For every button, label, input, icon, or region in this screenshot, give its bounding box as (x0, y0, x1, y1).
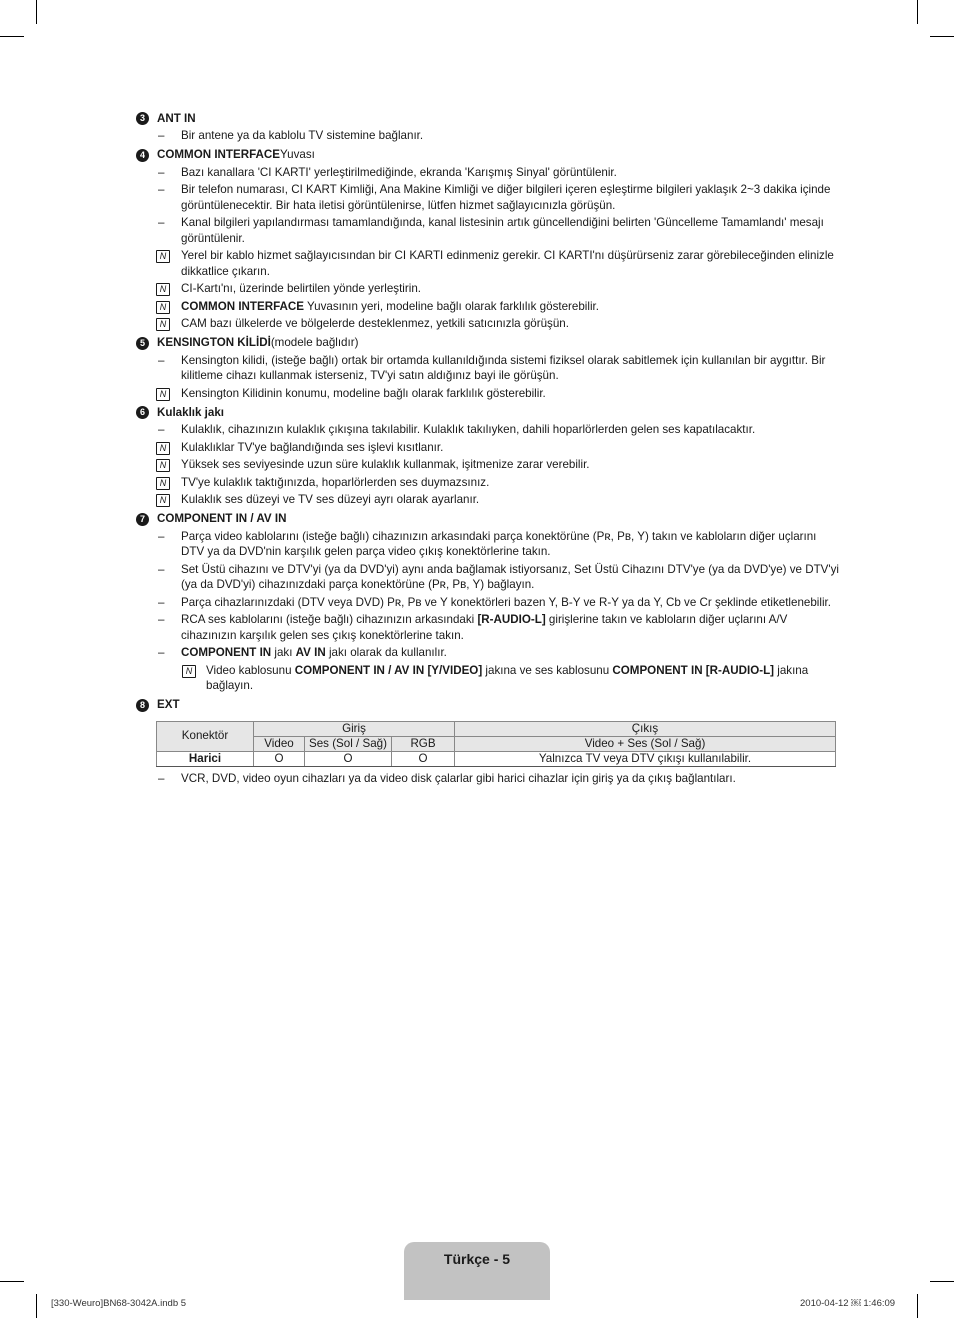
note-item (136, 492, 842, 508)
text: CAM bazı ülkelerde ve bölgelerde desteklenmez, yetkili satıcınızla görüşün. (181, 317, 569, 330)
section-number-icon: 7 (136, 513, 149, 526)
text: girişlerine takın ve kabloların diğer uçlarını A/V cihazınızın karşılık gelen ses çıkış konektörlerine takın. (181, 613, 788, 642)
text: Yuvasının yeri, modeline bağlı olarak farklılık gösterebilir. (304, 299, 599, 313)
dash-marker: – (158, 646, 165, 659)
list-item (136, 353, 842, 384)
text: Kulaklık, cihazınızın kulaklık çıkışına takılabilir. Kulaklık takılıyken, dahili hoparlörlerden gelen ses kapatılacaktır. (181, 423, 756, 436)
crop-mark (930, 36, 954, 37)
text: Kulaklık ses düzeyi ve TV ses düzeyi ayrı olarak ayarlanır. (181, 493, 480, 506)
dash-marker: – (158, 183, 165, 196)
dash-marker: – (158, 129, 165, 142)
cell-output: Yalnızca TV veya DTV çıkışı kullanılabilir. (455, 751, 836, 766)
text: Set Üstü cihazını ve DTV'yi (ya da DVD'yi) aynı anda bağlamak istiyorsanız, Set Üstü Cihazını DTV'ye (ya da DVD'ye) ve DTV'yi (ya da DVD'yi) cihazınızdaki parça konektörüne (Pʀ, Pʙ, Y) bağlayın. (181, 562, 839, 591)
header-ses: Ses (Sol / Sağ) (305, 736, 392, 751)
section (136, 147, 842, 332)
note-item (136, 440, 842, 456)
cell-video: O (254, 751, 305, 766)
crop-mark (36, 0, 37, 24)
note-item (136, 386, 842, 402)
section-number-icon: 3 (136, 112, 149, 125)
list-item (136, 529, 842, 560)
section-title: COMMON INTERFACE (157, 148, 281, 162)
note-icon: N (156, 459, 170, 472)
list-item (136, 562, 842, 593)
print-slug-date: 2010-04-12 ￼ 1:46:09 (800, 1298, 896, 1309)
header-video: Video (254, 736, 305, 751)
text: Yerel bir kablo hizmet sağlayıcısından bir CI KARTI edinmeniz gerekir. CI KARTI'nı düşürürseniz zarar görebileceğinden elinizle dikkatlice çıkarın. (181, 249, 834, 278)
header-output: Video + Ses (Sol / Sağ) (455, 736, 836, 751)
list-item (136, 612, 842, 643)
crop-mark (930, 1281, 954, 1282)
text: RCA ses kablolarını (isteğe bağlı) cihazınızın arkasındaki (181, 613, 478, 626)
note-icon: N (156, 494, 170, 507)
section (136, 511, 842, 694)
row-label: Harici (157, 751, 254, 766)
table-row (157, 751, 836, 766)
header-konektor: Konektör (157, 721, 254, 751)
section-title-suffix: Yuvası (280, 148, 315, 162)
section (136, 404, 842, 508)
dash-marker: – (158, 216, 165, 229)
dash-marker: – (158, 165, 165, 179)
list-item (136, 645, 842, 661)
section (136, 335, 842, 402)
note-icon: N (182, 665, 196, 678)
section-heading (136, 147, 842, 164)
bold-text: [R-AUDIO-L] (477, 613, 546, 626)
text: Yüksek ses seviyesinde uzun süre kulaklık kullanmak, işitmenize zarar verebilir. (181, 458, 590, 471)
section-title: KENSINGTON KİLİDİ (157, 336, 271, 350)
crop-mark (917, 1294, 918, 1318)
dash-marker: – (158, 595, 165, 609)
section-title-suffix: (modele bağlıdır) (270, 336, 359, 350)
text: Video kablosunu (206, 663, 295, 677)
text: jakı olarak da kullanılır. (325, 646, 447, 659)
dash-marker: – (158, 353, 165, 367)
ext-connector-table (156, 721, 836, 767)
list-item (136, 165, 842, 181)
bold-text: COMPONENT IN [R-AUDIO-L] (612, 663, 775, 677)
section-title: EXT (157, 698, 180, 712)
note-icon: N (156, 301, 170, 314)
bold-text: COMPONENT IN / AV IN [Y/VIDEO] (294, 663, 483, 677)
text: jakına ve ses kablosunu (482, 663, 613, 677)
note-icon: N (156, 250, 170, 263)
ext-note-text: VCR, DVD, video oyun cihazları ya da video disk çalarlar gibi harici cihazlar için giriş ya da çıkış bağlantıları. (181, 771, 736, 785)
crop-mark (36, 1294, 37, 1318)
section-heading (136, 697, 842, 714)
section-heading (136, 335, 842, 352)
section (136, 110, 842, 144)
list-item (136, 182, 842, 213)
crop-mark (0, 36, 24, 37)
section-number-icon: 4 (136, 149, 149, 162)
note-icon: N (156, 477, 170, 490)
dash-marker: – (158, 613, 165, 626)
sub-note-item (136, 663, 842, 694)
crop-mark (0, 1281, 24, 1282)
dash-marker: – (158, 562, 165, 576)
section-heading (136, 511, 842, 528)
text: Kensington Kilidinin konumu, modeline bağlı olarak farklılık gösterebilir. (181, 386, 546, 400)
text: Kensington kilidi, (isteğe bağlı) ortak bir ortamda kullanıldığında sistemi fiziksel olarak sabitlemek için kullanılan bir aygıttır. Bir kilitleme cihazı kullanmak isterseniz, TV'yi satın aldığınız bayi ile görüşün. (181, 353, 826, 382)
note-icon: N (156, 283, 170, 296)
note-item (136, 299, 842, 315)
list-item (136, 422, 842, 438)
cell-ses: O (305, 751, 392, 766)
note-item (136, 316, 842, 332)
dash-marker: – (158, 423, 165, 436)
note-icon: N (156, 318, 170, 331)
section-title: COMPONENT IN / AV IN (157, 512, 287, 526)
note-item (136, 281, 842, 297)
section-number-icon: 6 (136, 406, 149, 419)
text: Bir telefon numarası, CI KART Kimliği, Ana Makine Kimliği ve diğer bilgileri içeren eşleştirme bilgileri yaklaşık 2~3 dakika içinde görüntülenecektir. Bir hata iletisi görüntülenirse, lütfen hizmet sağlayıcınızla görüşün. (181, 183, 831, 212)
page-content (136, 107, 842, 788)
page-number: Türkçe - 5 (443, 1251, 511, 1267)
header-giris: Giriş (254, 721, 455, 736)
text: Kulaklıklar TV'ye bağlandığında ses işlevi kısıtlanır. (181, 440, 444, 454)
list-item (136, 215, 842, 246)
header-cikis: Çıkış (455, 721, 836, 736)
section-heading (136, 404, 842, 421)
cell-rgb: O (392, 751, 455, 766)
bold-text: AV IN (295, 646, 326, 659)
text: Bir antene ya da kablolu TV sistemine bağlanır. (181, 129, 424, 142)
section-title: Kulaklık jakı (157, 405, 225, 419)
section-number-icon: 5 (136, 337, 149, 350)
print-slug-file: [330-Weuro]BN68-3042A.indb 5 (51, 1298, 187, 1309)
note-icon: N (156, 442, 170, 455)
text: TV'ye kulaklık taktığınızda, hoparlörlerden ses duymazsınız. (181, 475, 490, 489)
page-number-tab (404, 1242, 550, 1300)
text: Parça video kablolarını (isteğe bağlı) cihazınızın arkasındaki parça konektörüne (Pʀ, Pʙ, Y) takın ve kabloların diğer uçlarını DTV ya da DVD'nin karşılık gelen parça video çıkış konektörlerine takın. (181, 529, 817, 558)
text: Parça cihazlarınızdaki (DTV veya DVD) Pʀ, Pʙ ve Y konektörleri bazen Y, B-Y ve R-Y ya da Y, Cb ve Cr şeklinde etiketlenebilir. (181, 595, 831, 609)
text: Bazı kanallara 'CI KARTI' yerleştirilmediğinde, ekranda 'Karışmış Sinyal' görüntülenir. (181, 165, 617, 179)
note-item (136, 475, 842, 491)
header-rgb: RGB (392, 736, 455, 751)
note-item (136, 457, 842, 473)
text: jakı (271, 646, 296, 659)
text: CI-Kartı'nı, üzerinde belirtilen yönde yerleştirin. (181, 282, 421, 295)
section (136, 697, 842, 714)
ext-note (136, 771, 842, 787)
crop-mark (917, 0, 918, 24)
bold-text: COMMON INTERFACE (181, 299, 305, 313)
bold-text: COMPONENT IN (181, 646, 272, 659)
text: Kanal bilgileri yapılandırması tamamlandığında, kanal listesinin artık güncellendiğini belirten 'Güncelleme Tamamlandı' mesajı görüntülenir. (181, 216, 824, 245)
dash-marker: – (158, 529, 165, 543)
list-item (136, 595, 842, 611)
section-number-icon: 8 (136, 699, 149, 712)
section-heading (136, 110, 842, 127)
note-item (136, 248, 842, 279)
section-title: ANT IN (157, 111, 196, 125)
note-icon: N (156, 388, 170, 401)
dash-marker: – (158, 771, 165, 785)
list-item (136, 128, 842, 144)
text: jakına bağlayın. (206, 663, 809, 692)
